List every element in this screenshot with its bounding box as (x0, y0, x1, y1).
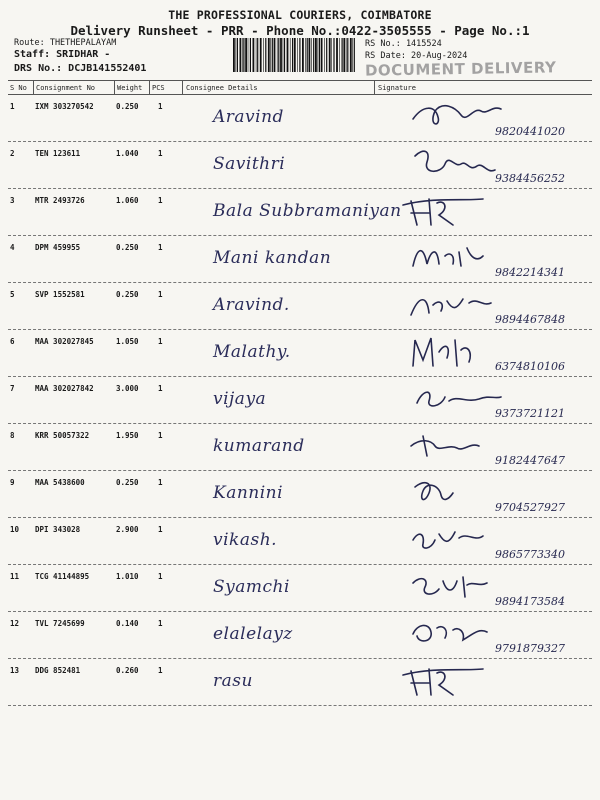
row-consignment-no: DPI 343028 (35, 525, 81, 534)
barcode-bar (336, 38, 338, 72)
barcode-bar (324, 38, 325, 72)
row-sno: 13 (10, 666, 20, 675)
barcode-bar (299, 38, 300, 72)
barcode-bar (290, 38, 291, 72)
row-weight: 3.000 (116, 384, 139, 393)
row-consignee-handwriting: Bala Subbramaniyan (213, 201, 402, 221)
row-consignee-handwriting: Syamchi (213, 577, 290, 597)
table-row (8, 142, 592, 189)
row-signature (383, 520, 583, 564)
row-pcs: 1 (158, 572, 163, 581)
row-sno: 3 (10, 196, 15, 205)
row-sno: 10 (10, 525, 20, 534)
barcode-bar (265, 38, 266, 72)
row-signature (383, 379, 583, 423)
rs-date: RS Date: 20-Aug-2024 (365, 51, 468, 61)
row-pcs: 1 (158, 102, 163, 111)
row-phone: 6374810106 (495, 360, 565, 373)
barcode-bar (263, 38, 264, 72)
barcode-bar (245, 38, 247, 72)
row-pcs: 1 (158, 243, 163, 252)
row-consignee-handwriting: Mani kandan (213, 248, 332, 268)
barcode-bar (270, 38, 271, 72)
row-consignee-handwriting: Kannini (213, 483, 284, 503)
row-signature (383, 614, 583, 658)
row-pcs: 1 (158, 384, 163, 393)
row-sno: 9 (10, 478, 15, 487)
row-pcs: 1 (158, 196, 163, 205)
barcode-bar (294, 38, 296, 72)
row-weight: 0.260 (116, 666, 139, 675)
row-consignee-handwriting: Savithri (213, 154, 286, 174)
row-consignee-handwriting: rasu (213, 671, 253, 691)
row-signature (383, 97, 583, 141)
barcode-bar (347, 38, 348, 72)
barcode-bar (256, 38, 257, 72)
row-consignee-handwriting: vikash. (213, 530, 278, 550)
row-sno: 5 (10, 290, 15, 299)
table-row (8, 283, 592, 330)
barcode-bar (354, 38, 355, 72)
row-pcs: 1 (158, 149, 163, 158)
barcode-bar (302, 38, 304, 72)
row-phone: 9894467848 (495, 313, 565, 326)
row-phone: 9704527927 (495, 501, 565, 514)
row-consignment-no: DDG 852481 (35, 666, 81, 675)
row-sno: 11 (10, 572, 20, 581)
row-pcs: 1 (158, 478, 163, 487)
barcode-bar (236, 38, 237, 72)
row-consignment-no: SVP 1552581 (35, 290, 85, 299)
rs-number: RS No.: 1415524 (365, 39, 442, 49)
col-sno-header: S No (10, 84, 27, 92)
col-divider (114, 80, 115, 94)
row-weight: 1.010 (116, 572, 139, 581)
barcode-bar (350, 38, 352, 72)
barcode-bar (307, 38, 308, 72)
barcode-bar (305, 38, 306, 72)
row-signature (383, 191, 583, 235)
row-signature (383, 661, 583, 705)
col-consignment-header: Consignment No (36, 84, 96, 92)
row-signature (383, 238, 583, 282)
barcode-bar (240, 38, 242, 72)
row-consignee-handwriting: Aravind. (213, 295, 290, 315)
row-phone: 9820441020 (495, 125, 565, 138)
row-consignee-handwriting: vijaya (213, 389, 267, 409)
barcode-bar (257, 38, 258, 72)
row-weight: 1.950 (116, 431, 139, 440)
col-signature-header: Signature (378, 84, 416, 92)
barcode-bar (315, 38, 317, 72)
col-divider (374, 80, 375, 94)
barcode-bar (233, 38, 235, 72)
row-weight: 1.060 (116, 196, 139, 205)
barcode-bar (319, 38, 320, 72)
barcode-bar (321, 38, 323, 72)
row-pcs: 1 (158, 337, 163, 346)
barcode-bar (274, 38, 276, 72)
barcode-bar (248, 38, 249, 72)
row-phone: 9373721121 (495, 407, 565, 420)
row-sno: 1 (10, 102, 15, 111)
table-row (8, 518, 592, 565)
row-weight: 1.040 (116, 149, 139, 158)
row-weight: 0.250 (116, 478, 139, 487)
table-row (8, 236, 592, 283)
staff-label: Staff: SRIDHAR - (14, 49, 111, 60)
row-consignment-no: TEN 123611 (35, 149, 81, 158)
row-phone: 9182447647 (495, 454, 565, 467)
barcode-bar (292, 38, 293, 72)
barcode-bar (329, 38, 331, 72)
table-row (8, 612, 592, 659)
row-consignment-no: MAA 5438600 (35, 478, 85, 487)
barcode-bar (326, 38, 327, 72)
row-consignment-no: IXM 303270542 (35, 102, 94, 111)
table-row (8, 565, 592, 612)
col-divider (33, 80, 34, 94)
row-sno: 6 (10, 337, 15, 346)
row-separator (8, 705, 592, 706)
document-delivery-stamp: DOCUMENT DELIVERY (364, 58, 557, 80)
row-consignment-no: MAA 302027845 (35, 337, 94, 346)
col-divider (149, 80, 150, 94)
col-pcs-header: PCS (152, 84, 165, 92)
row-pcs: 1 (158, 619, 163, 628)
header-top-rule (8, 80, 592, 81)
table-row (8, 471, 592, 518)
row-sno: 8 (10, 431, 15, 440)
barcode-bar (278, 38, 279, 72)
barcode-bar (333, 38, 334, 72)
row-consignee-handwriting: elalelayz (213, 624, 293, 644)
row-phone: 9894173584 (495, 595, 565, 608)
row-signature (383, 426, 583, 470)
row-sno: 4 (10, 243, 15, 252)
row-signature (383, 332, 583, 376)
barcode-bar (260, 38, 262, 72)
table-row (8, 189, 592, 236)
row-weight: 0.250 (116, 243, 139, 252)
row-phone: 9865773340 (495, 548, 565, 561)
table-row (8, 659, 592, 706)
row-weight: 0.250 (116, 102, 139, 111)
row-signature (383, 473, 583, 517)
barcode-bar (311, 38, 312, 72)
row-consignment-no: TVL 7245699 (35, 619, 85, 628)
col-divider (182, 80, 183, 94)
table-row (8, 330, 592, 377)
row-consignee-handwriting: Aravind (213, 107, 284, 127)
row-consignment-no: MTR 2493726 (35, 196, 85, 205)
row-signature (383, 567, 583, 611)
runsheet-title: Delivery Runsheet - PRR - Phone No.:0422-3505555 - Page No.:1 (70, 23, 530, 38)
barcode-bar (280, 38, 282, 72)
row-signature (383, 144, 583, 188)
barcode-bar (253, 38, 255, 72)
row-sno: 2 (10, 149, 15, 158)
barcode-bar (297, 38, 298, 72)
barcode-bar (283, 38, 284, 72)
row-pcs: 1 (158, 666, 163, 675)
row-weight: 2.900 (116, 525, 139, 534)
barcode-bar (243, 38, 244, 72)
barcode-bar (272, 38, 273, 72)
row-phone: 9842214341 (495, 266, 565, 279)
barcode-bar (343, 38, 345, 72)
barcode-bar (277, 38, 278, 72)
barcode-bar (237, 38, 238, 72)
row-weight: 0.140 (116, 619, 139, 628)
route-label: Route: THETHEPALAYAM (14, 38, 117, 48)
barcode-bar (318, 38, 319, 72)
row-phone: 9384456252 (495, 172, 565, 185)
row-pcs: 1 (158, 431, 163, 440)
row-consignment-no: DPM 459955 (35, 243, 81, 252)
table-row (8, 377, 592, 424)
row-sno: 12 (10, 619, 20, 628)
col-weight-header: Weight (117, 84, 143, 92)
barcode-bar (309, 38, 311, 72)
col-consignee-header: Consignee Details (186, 84, 258, 92)
barcode-bar (346, 38, 347, 72)
barcode-bar (352, 38, 353, 72)
row-consignee-handwriting: Malathy. (213, 342, 291, 362)
row-weight: 1.050 (116, 337, 139, 346)
row-consignment-no: TCG 41144895 (35, 572, 90, 581)
row-consignment-no: KRR 50057322 (35, 431, 90, 440)
barcode-bar (339, 38, 340, 72)
table-row (8, 95, 592, 142)
barcode (233, 38, 357, 72)
barcode-bar (342, 38, 343, 72)
barcode-bar (331, 38, 332, 72)
drs-number: DRS No.: DCJB141552401 (14, 63, 147, 74)
table-row (8, 424, 592, 471)
row-weight: 0.250 (116, 290, 139, 299)
row-signature (383, 285, 583, 329)
row-pcs: 1 (158, 525, 163, 534)
barcode-bar (313, 38, 314, 72)
company-title: THE PROFESSIONAL COURIERS, COIMBATORE (168, 8, 432, 22)
row-consignment-no: MAA 302027842 (35, 384, 94, 393)
barcode-bar (284, 38, 285, 72)
row-phone: 9791879327 (495, 642, 565, 655)
row-pcs: 1 (158, 290, 163, 299)
barcode-bar (242, 38, 243, 72)
barcode-bar (287, 38, 289, 72)
barcode-bar (268, 38, 270, 72)
row-sno: 7 (10, 384, 15, 393)
row-consignee-handwriting: kumarand (213, 436, 305, 456)
barcode-bar (250, 38, 251, 72)
